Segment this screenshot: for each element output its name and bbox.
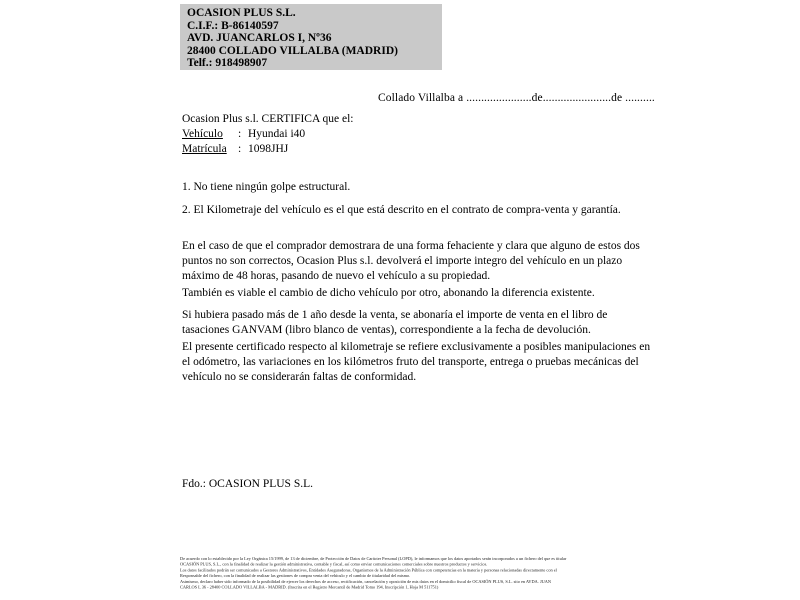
fine-print-line: De acuerdo con lo establecido por la Ley Orgánica 15/1999, de 13 de diciembre, de Protección de Datos de Carácter Personal (LOPD), le informamos que los datos aportados serán incorporados a un fichero del que es titular bbox=[180, 557, 567, 562]
paragraph-odometer: El presente certificado respecto al kilometraje se refiere exclusivamente a posibles manipulaciones en el odómetro, las variaciones en los kilómetros fruto del transporte, entrega o pruebas mecánicas del vehículo no se considerarán faltas de conformidad. bbox=[182, 341, 651, 383]
fine-print-line: Los datos facilitados podrán ser comunicados a Gestores Administrativos, Entidades Aseguradoras, Organismos de la Administración Pública con competencias en la materia y personas relacionadas directamente con el bbox=[180, 568, 557, 573]
plate-value: 1098JHJ bbox=[248, 143, 289, 155]
legal-fine-print bbox=[180, 557, 626, 591]
paragraph-refund: En el caso de que el comprador demostrara de una forma fehaciente y clara que alguno de estos dos puntos no son correctos, Ocasion Plus s.l. devolverá el importe integro del vehículo en un plazo máximo de 48 horas, pasando de nuevo el vehículo a su propiedad. bbox=[182, 240, 640, 282]
paragraph-exchange: También es viable el cambio de dicho vehículo por otro, abonando la diferencia existente. bbox=[182, 287, 595, 299]
company-city: 28400 COLLADO VILLALBA (MADRID) bbox=[187, 44, 398, 57]
fine-print-line: Responsable del fichero, con la finalidad de realizar las gestiones de compra venta del vehículo y el cambio de titularidad del mismo. bbox=[180, 574, 411, 579]
signature-line: Fdo.: OCASION PLUS S.L. bbox=[182, 478, 313, 490]
plate-separator: : bbox=[238, 143, 242, 155]
company-address: AVD. JUANCARLOS I, Nº36 bbox=[187, 32, 332, 45]
company-cif: C.I.F.: B-86140597 bbox=[187, 19, 279, 32]
condition-point-2: 2. El Kilometraje del vehículo es el que está descrito en el contrato de compra-venta y garantía. bbox=[182, 204, 621, 216]
condition-point-1: 1. No tiene ningún golpe estructural. bbox=[182, 181, 351, 193]
date-line: Collado Villalba a ......................de.......................de .......... bbox=[378, 92, 655, 104]
vehicle-row bbox=[182, 127, 305, 142]
company-phone: Telf.: 918498907 bbox=[187, 57, 268, 70]
fine-print-line: Asimismo, declaro haber sido informado de la posibilidad de ejercer los derechos de acceso, rectificación, cancelación y oposición de mis datos en el domicilio fiscal de OCASIÓN PLUS, S.L. sito en AVDA. JUAN bbox=[180, 579, 551, 585]
plate-label: Matrícula bbox=[182, 143, 227, 155]
company-header-block bbox=[180, 4, 442, 70]
fine-print-line: OCASIÓN PLUS, S.L., con la finalidad de realizar la gestión administrativa, contable y fiscal, así como enviar comunicaciones comerciales sobre nuestros productos y servicios. bbox=[180, 562, 488, 568]
plate-row bbox=[182, 142, 288, 157]
company-name: OCASION PLUS S.L. bbox=[187, 7, 296, 19]
vehicle-label: Vehículo bbox=[182, 128, 223, 140]
vehicle-separator: : bbox=[238, 128, 242, 140]
fine-print-line: CARLOS I, 36 - 28400 COLLADO VILLALBA - MADRID. (Inscrita en el Registro Mercantil de Madrid Tomo 194, Inscripción 1, Hoja M 511751) bbox=[180, 585, 439, 590]
paragraph-ganvam: Si hubiera pasado más de 1 año desde la venta, se abonaría el importe de venta en el libro de tasaciones GANVAM (libro blanco de ventas), correspondiente a la fecha de devolución. bbox=[182, 309, 608, 336]
certifica-line: Ocasion Plus s.l. CERTIFICA que el: bbox=[182, 113, 354, 125]
vehicle-value: Hyundai i40 bbox=[248, 128, 306, 140]
